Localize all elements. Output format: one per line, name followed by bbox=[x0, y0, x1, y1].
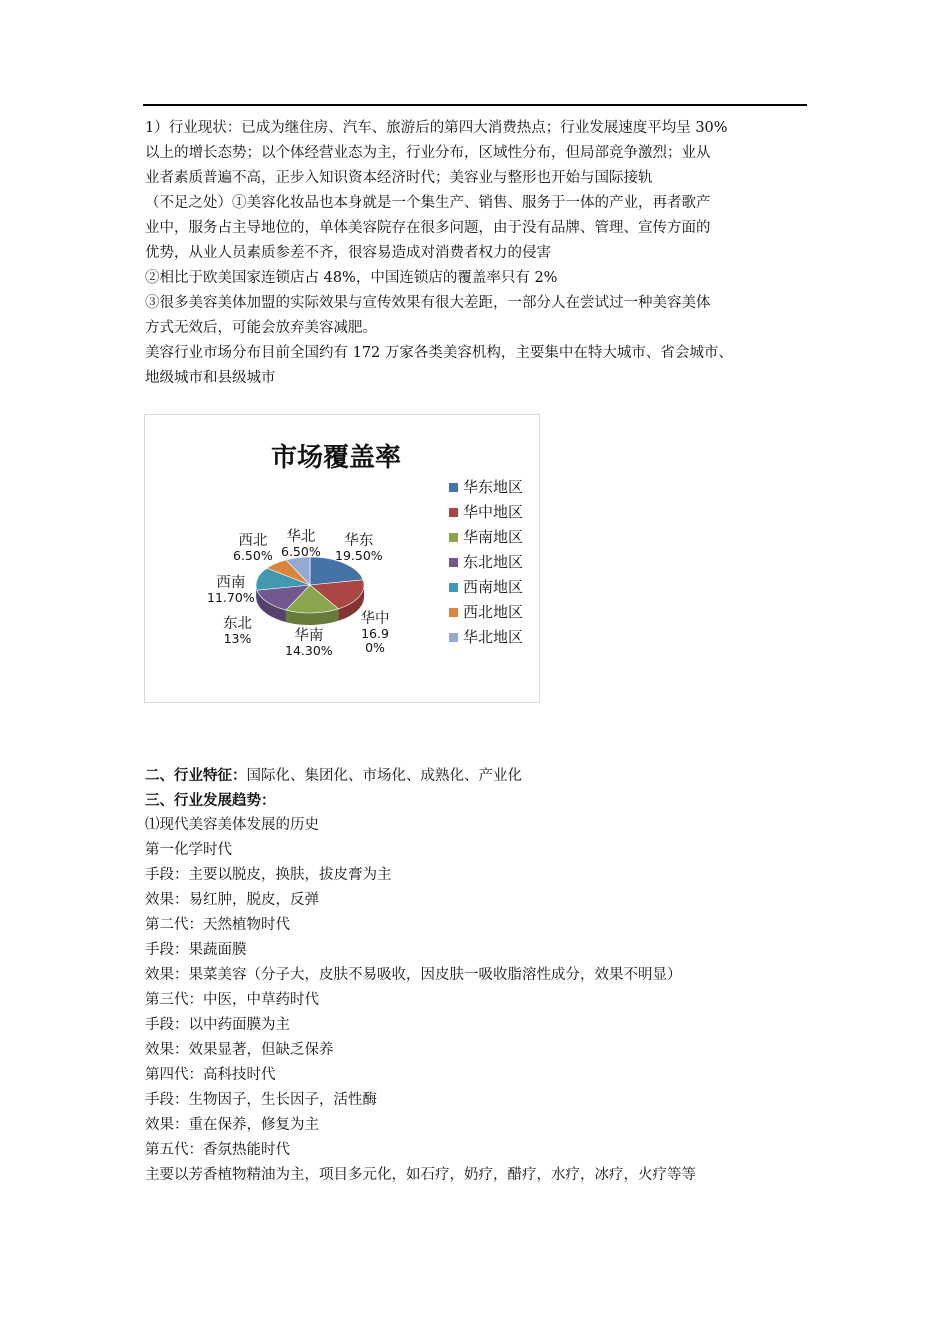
legend-swatch bbox=[449, 633, 458, 642]
pie-label-value: 11.70% bbox=[207, 590, 255, 605]
paragraph-line: 第三代：中医，中草药时代 bbox=[145, 992, 319, 1008]
paragraph-line: 手段：以中药面膜为主 bbox=[145, 1017, 290, 1033]
paragraph-line: 第一化学时代 bbox=[145, 842, 232, 858]
pie-data-label bbox=[223, 616, 252, 646]
pie-label-name: 华南 bbox=[294, 628, 324, 644]
paragraph-line: 第二代：天然植物时代 bbox=[145, 917, 290, 933]
paragraph-line: 地级城市和县级城市 bbox=[145, 370, 276, 386]
industry-status-section bbox=[145, 116, 825, 391]
pie-label-name: 东北 bbox=[223, 616, 252, 632]
legend-swatch bbox=[449, 608, 458, 617]
market-coverage-chart bbox=[144, 414, 540, 703]
paragraph-line: ③很多美容美体加盟的实际效果与宣传效果有很大差距，一部分人在尝试过一种美容美体 bbox=[145, 295, 711, 311]
paragraph-line: 第四代：高科技时代 bbox=[145, 1067, 276, 1083]
pie-data-label bbox=[285, 628, 333, 658]
paragraph-line: 第五代：香氛热能时代 bbox=[145, 1142, 290, 1158]
legend-label: 华中地区 bbox=[463, 503, 524, 521]
paragraph-line: 效果：易红肿，脱皮，反弹 bbox=[145, 892, 319, 908]
paragraph-line: 业中，服务占主导地位的，单体美容院存在很多问题，由于没有品牌、管理、宣传方面的 bbox=[145, 220, 711, 236]
paragraph-line: 手段：果蔬面膜 bbox=[145, 942, 247, 958]
legend-label: 华南地区 bbox=[463, 528, 524, 546]
paragraph-line: ⑴现代美容美体发展的历史 bbox=[145, 817, 319, 833]
legend-label: 西南地区 bbox=[463, 578, 524, 596]
paragraph-line: 业者素质普遍不高，正步入知识资本经济时代；美容业与整形也开始与国际接轨 bbox=[145, 170, 653, 186]
legend-label: 华北地区 bbox=[463, 628, 524, 646]
legend-label: 西北地区 bbox=[463, 603, 524, 621]
legend-item bbox=[449, 625, 523, 650]
legend-swatch bbox=[449, 583, 458, 592]
paragraph-line: 方式无效后，可能会放弃美容减肥。 bbox=[145, 320, 377, 336]
features-heading: 二、行业特征： bbox=[145, 767, 247, 784]
pie-label-name: 西北 bbox=[238, 533, 268, 549]
paragraph-line: 1）行业现状：已成为继住房、汽车、旅游后的第四大消费热点；行业发展速度平均呈 30% bbox=[145, 120, 728, 136]
legend-item bbox=[449, 600, 523, 625]
legend-item bbox=[449, 575, 523, 600]
pie-label-name: 华东 bbox=[344, 533, 374, 549]
header-rule bbox=[143, 104, 807, 106]
pie-label-name: 西南 bbox=[216, 575, 246, 591]
paragraph-line: （不足之处）①美容化妆品也本身就是一个集生产、销售、服务于一体的产业，再者歌产 bbox=[145, 195, 711, 211]
paragraph-line: 手段：生物因子，生长因子，活性酶 bbox=[145, 1092, 377, 1108]
legend-item bbox=[449, 550, 523, 575]
legend-item bbox=[449, 475, 523, 500]
legend-item bbox=[449, 525, 523, 550]
pie-data-label bbox=[335, 533, 383, 563]
pie-data-label bbox=[281, 529, 321, 559]
paragraph-line: 以上的增长态势；以个体经营业态为主，行业分布，区域性分布，但局部竞争激烈；业从 bbox=[145, 145, 711, 161]
paragraph-line: 优势，从业人员素质参差不齐，很容易造成对消费者权力的侵害 bbox=[145, 245, 551, 261]
pie-label-value: 6.50% bbox=[281, 544, 321, 559]
pie-label-value: 16.90% bbox=[361, 626, 389, 655]
pie-label-name: 华中 bbox=[360, 611, 390, 627]
paragraph-line: 效果：果菜美容（分子大，皮肤不易吸收，因皮肤一吸收脂溶性成分，效果不明显） bbox=[145, 967, 682, 983]
paragraph-line: ②相比于欧美国家连锁店占 48%，中国连锁店的覆盖率只有 2% bbox=[145, 270, 558, 286]
pie-data-label bbox=[207, 575, 255, 605]
pie-data-label bbox=[355, 611, 395, 655]
paragraph-line: 效果：效果显著，但缺乏保养 bbox=[145, 1042, 334, 1058]
paragraph-line: 主要以芳香植物精油为主，项目多元化，如石疗，奶疗，醋疗，水疗，冰疗，火疗等等 bbox=[145, 1167, 696, 1183]
features-line bbox=[145, 763, 825, 788]
legend-swatch bbox=[449, 558, 458, 567]
chart-title: 市场覆盖率 bbox=[271, 443, 402, 473]
legend-swatch bbox=[449, 483, 458, 492]
paragraph-line: 美容行业市场分布目前全国约有 172 万家各类美容机构，主要集中在特大城市、省会城市、 bbox=[145, 345, 733, 361]
legend-label: 华东地区 bbox=[463, 478, 524, 496]
chart-legend bbox=[449, 475, 523, 650]
pie-data-label bbox=[233, 533, 273, 563]
legend-label: 东北地区 bbox=[463, 553, 524, 571]
legend-swatch bbox=[449, 533, 458, 542]
pie-label-value: 13% bbox=[223, 631, 252, 646]
pie-label-value: 19.50% bbox=[335, 548, 383, 563]
industry-features-section bbox=[145, 763, 825, 1188]
pie-label-value: 6.50% bbox=[233, 548, 273, 563]
legend-swatch bbox=[449, 508, 458, 517]
trend-heading: 三、行业发展趋势： bbox=[145, 792, 276, 809]
pie-label-value: 14.30% bbox=[285, 643, 333, 658]
legend-item bbox=[449, 500, 523, 525]
paragraph-line: 手段：主要以脱皮，换肤，拔皮膏为主 bbox=[145, 867, 392, 883]
features-text: 国际化、集团化、市场化、成熟化、产业化 bbox=[246, 768, 522, 784]
pie-label-name: 华北 bbox=[286, 529, 316, 545]
paragraph-line: 效果：重在保养，修复为主 bbox=[145, 1117, 319, 1133]
